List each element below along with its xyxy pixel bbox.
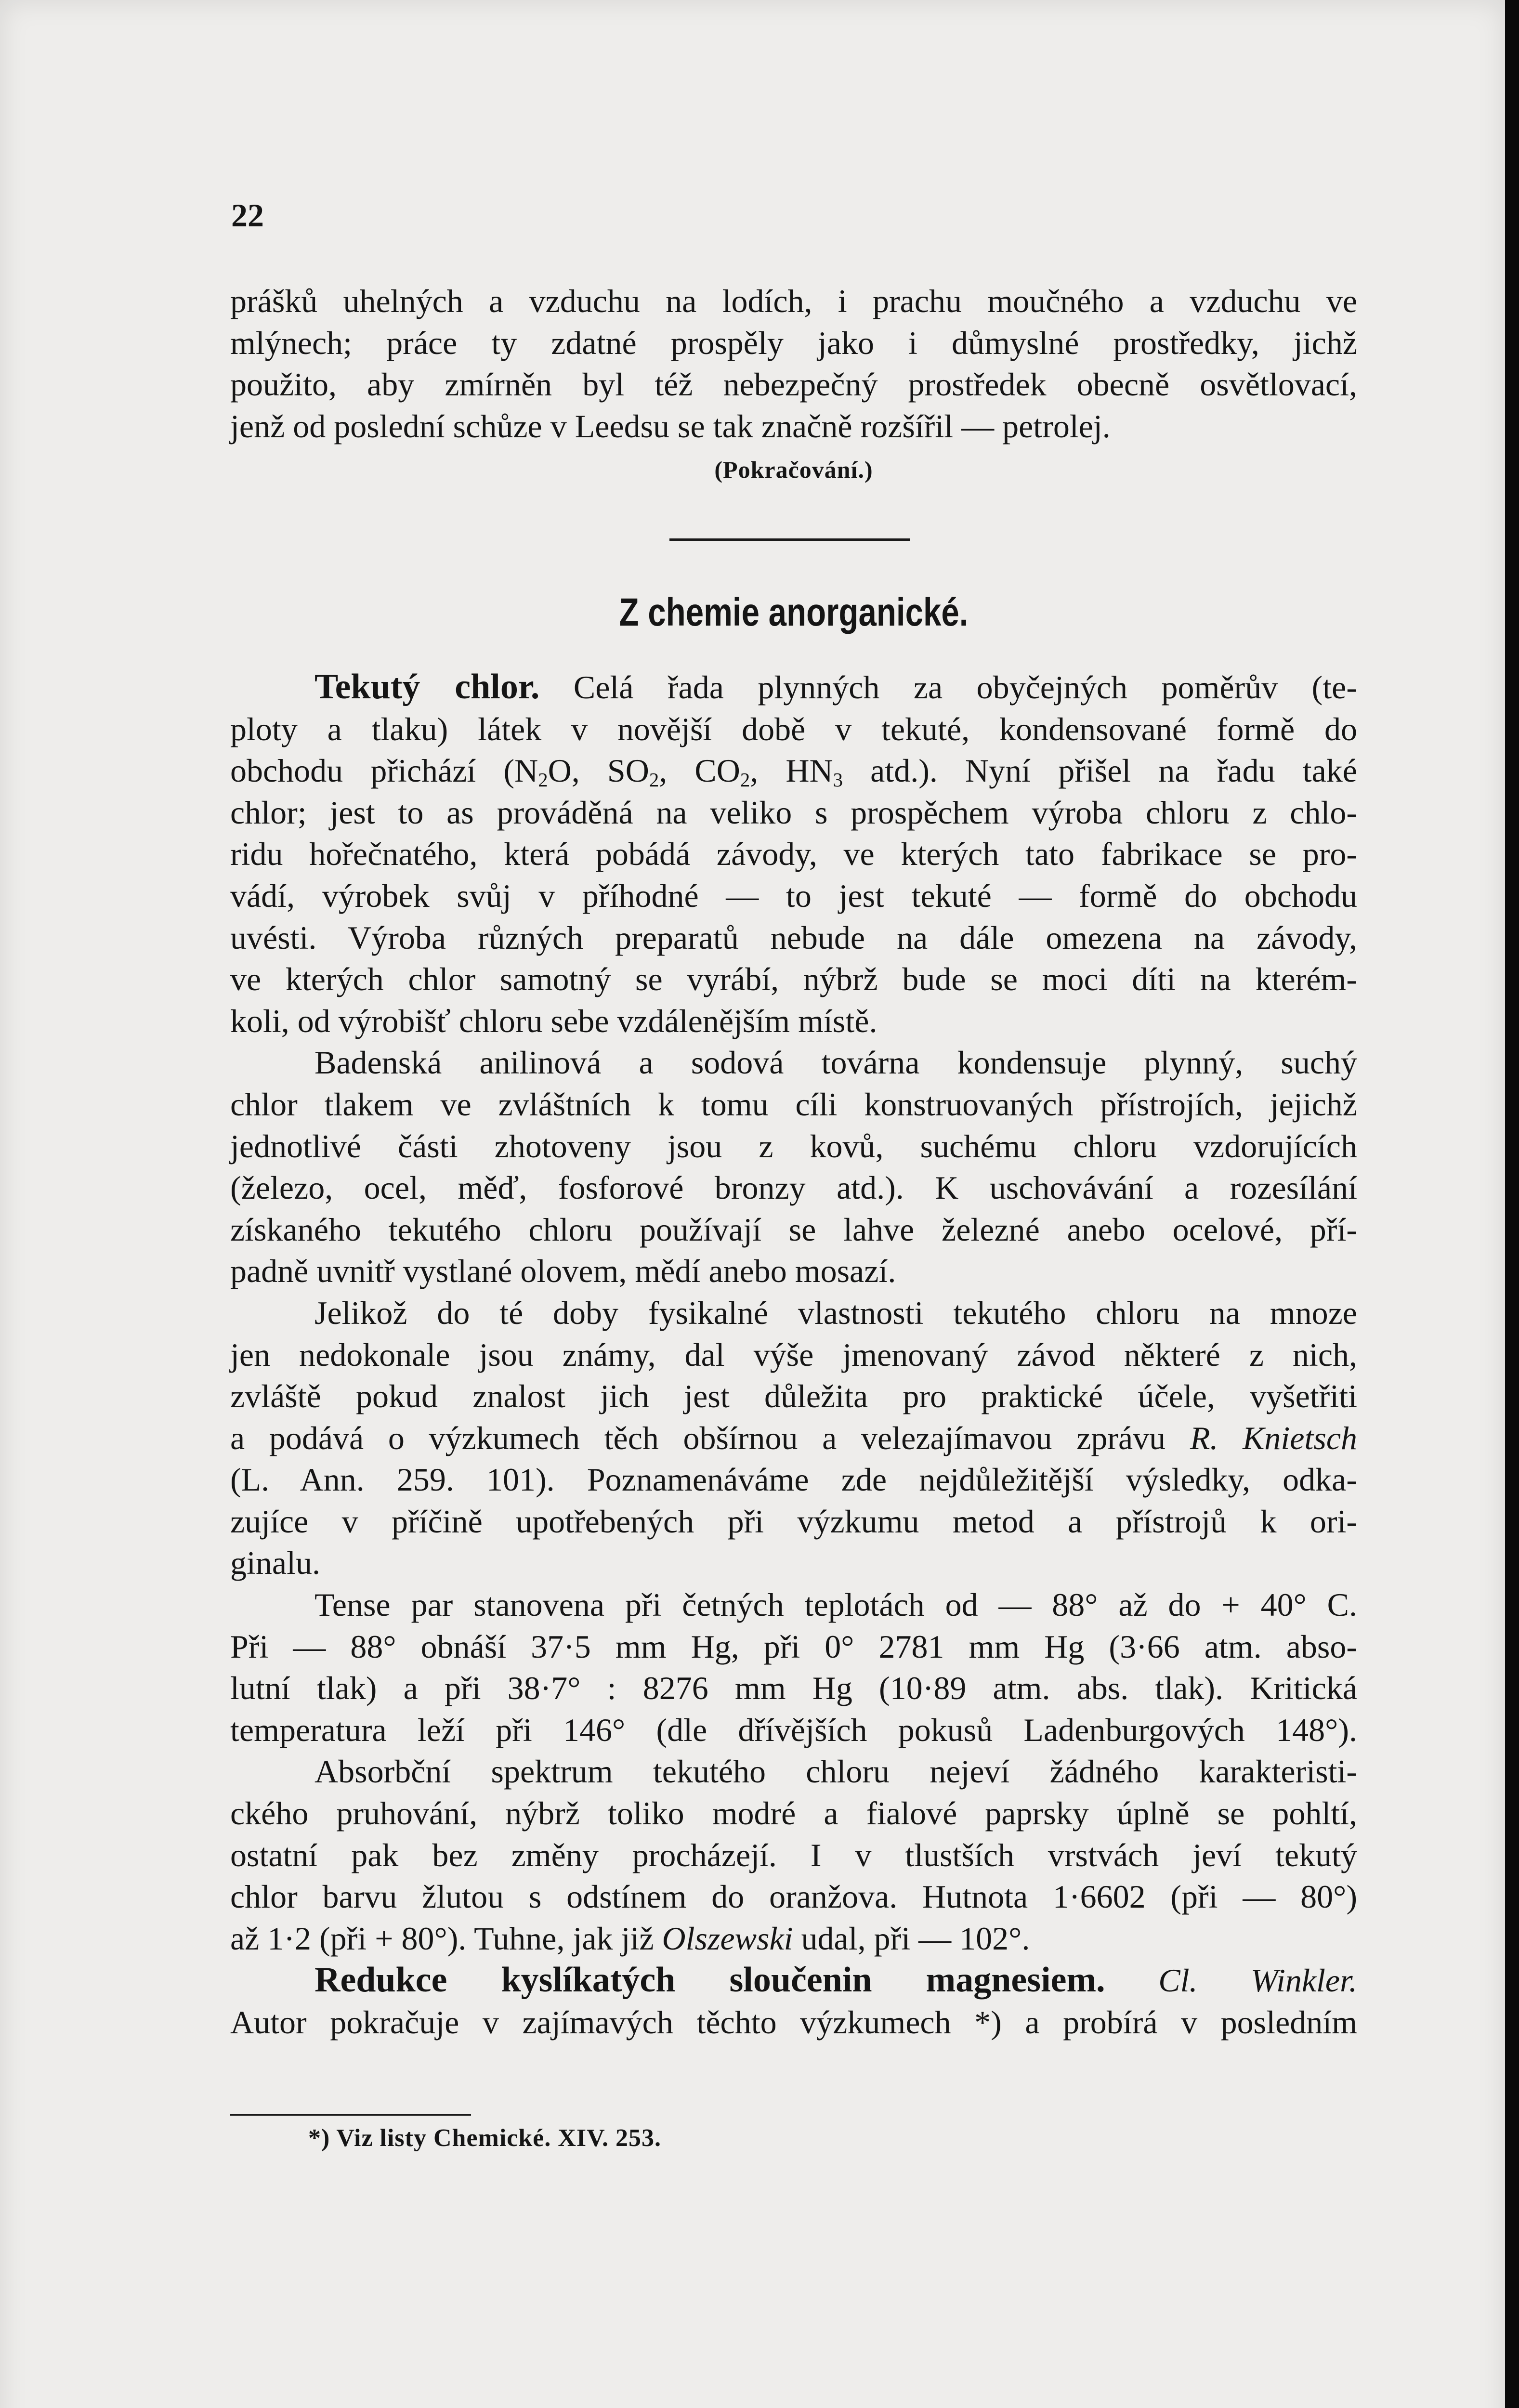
text-line: lutní tlak) a při 38·7° : 8276 mm Hg (10·89 atm. abs. tlak). Kritická: [230, 1670, 1357, 1707]
text-line: Autor pokračuje v zajímavých těchto výzkumech *) a probírá v posledním: [230, 2004, 1357, 2041]
text-line: ve kterých chlor samotný se vyrábí, nýbrž bude se moci díti na kterém-: [230, 961, 1357, 998]
text-line: uvésti. Výroba různých preparatů nebude na dále omezena na závody,: [230, 919, 1357, 956]
author-name: Olszewski: [662, 1920, 793, 1957]
text-line: Jelikož do té doby fysikalné vlastnosti tekutého chloru na mnoze: [314, 1294, 1357, 1331]
text-line: ginalu.: [230, 1544, 320, 1582]
text-line: ploty a tlaku) látek v novější době v tekuté, kondensované formě do: [230, 710, 1357, 747]
text-line: Při — 88° obnáší 37·5 mm Hg, při 0° 2781 mm Hg (3·66 atm. abso-: [230, 1628, 1357, 1665]
text-line: padně uvnitř vystlané olovem, mědí anebo mosazí.: [230, 1253, 896, 1290]
page-number: 22: [231, 197, 264, 234]
text-line: zujíce v příčině upotřebených při výzkumu metod a přístrojů k ori-: [230, 1503, 1357, 1540]
continued-paragraph: [230, 280, 1357, 484]
text-line: až 1·2 (při + 80°). Tuhne, jak již Olszewski udal, při — 102°.: [230, 1920, 1030, 1957]
text-line: temperatura leží při 146° (dle dřívějších pokusů Ladenburgových 148°).: [230, 1711, 1357, 1748]
text-line: jen nedokonale jsou známy, dal výše jmenovaný závod některé z nich,: [230, 1336, 1357, 1373]
text-line: Absorbční spektrum tekutého chloru nejeví žádného karakteristi-: [314, 1753, 1357, 1790]
text-line: [230, 1959, 1357, 2002]
text-line: (L. Ann. 259. 101). Poznamenáváme zde nejdůležitější výsledky, odka-: [230, 1461, 1357, 1498]
section-title: Z chemie anorganické.: [619, 590, 969, 634]
text-line: použito, aby zmírněn byl též nebezpečný prostředek obecně osvětlovací,: [230, 366, 1357, 403]
text-line: Badenská anilinová a sodová továrna kondensuje plynný, suchý: [314, 1044, 1357, 1081]
text-line: jenž od poslední schůze v Leedsu se tak značně rozšířil — petrolej.: [230, 407, 1111, 445]
text-line: Tekutý chlor. Celá řada plynných za obyčejných poměrův (te-: [314, 667, 1357, 707]
author-name: Cl. Winkler.: [1158, 1962, 1358, 1999]
author-name: R. Knietsch: [1190, 1419, 1358, 1456]
text-line: ostatní pak bez změny procházejí. I v tlustších vrstvách jeví tekutý: [230, 1836, 1357, 1873]
text-line: zvláště pokud znalost jich jest důležita pro praktické účele, vyšetřiti: [230, 1378, 1357, 1415]
text-line: jednotlivé části zhotoveny jsou z kovů, suchému chloru vzdorujících: [230, 1127, 1357, 1165]
footnote: *) Viz listy Chemické. XIV. 253.: [308, 2124, 662, 2152]
text-line: mlýnech; práce ty zdatné prospěly jako i důmyslné prostředky, jichž: [230, 324, 1357, 361]
footnote-divider: [230, 2114, 471, 2116]
section-divider: [669, 538, 910, 541]
text-line: ckého pruhování, nýbrž toliko modré a fialové paprsky úplně se pohltí,: [230, 1795, 1357, 1832]
article-heading: Redukce kyslíkatých sloučenin magnesiem.: [314, 1960, 1105, 2000]
text-line: prášků uhelných a vzduchu na lodích, i prachu moučného a vzduchu ve: [230, 283, 1357, 319]
text-line: chlor barvu žlutou s odstínem do oranžova. Hutnota 1·6602 (při — 80°): [230, 1878, 1357, 1915]
text-line: Tense par stanovena při četných teplotách od — 88° až do + 40° C.: [314, 1586, 1357, 1623]
text-line: ridu hořečnatého, která pobádá závody, ve kterých tato fabrikace se pro-: [230, 836, 1357, 873]
text-line: obchodu přichází ($N_2O$, $SO_2$, $CO_2$, $HN_3$ atd.). Nyní přišel na řadu také: [230, 752, 1357, 791]
text-line: koli, od výrobišť chloru sebe vzdálenějším místě.: [230, 1002, 877, 1039]
text-line: a podává o výzkumech těch obšírnou a velezajímavou zprávu R. Knietsch: [230, 1419, 1358, 1456]
text-line: (železo, ocel, měď, fosforové bronzy atd.). K uschovávání a rozesílání: [230, 1169, 1357, 1206]
continuation-note: (Pokračování.): [714, 456, 873, 484]
article-heading: Tekutý chlor.: [314, 667, 540, 707]
article-body: [230, 666, 1357, 2043]
text-line: vádí, výrobek svůj v příhodné — to jest tekuté — formě do obchodu: [230, 877, 1357, 914]
text-line: chlor; jest to as prováděná na veliko s prospěchem výroba chloru z chlo-: [230, 794, 1357, 831]
text-line: chlor tlakem ve zvláštních k tomu cíli konstruovaných přístrojích, jejichž: [230, 1086, 1357, 1123]
text-line: získaného tekutého chloru používají se lahve železné anebo ocelové, pří-: [230, 1211, 1357, 1248]
